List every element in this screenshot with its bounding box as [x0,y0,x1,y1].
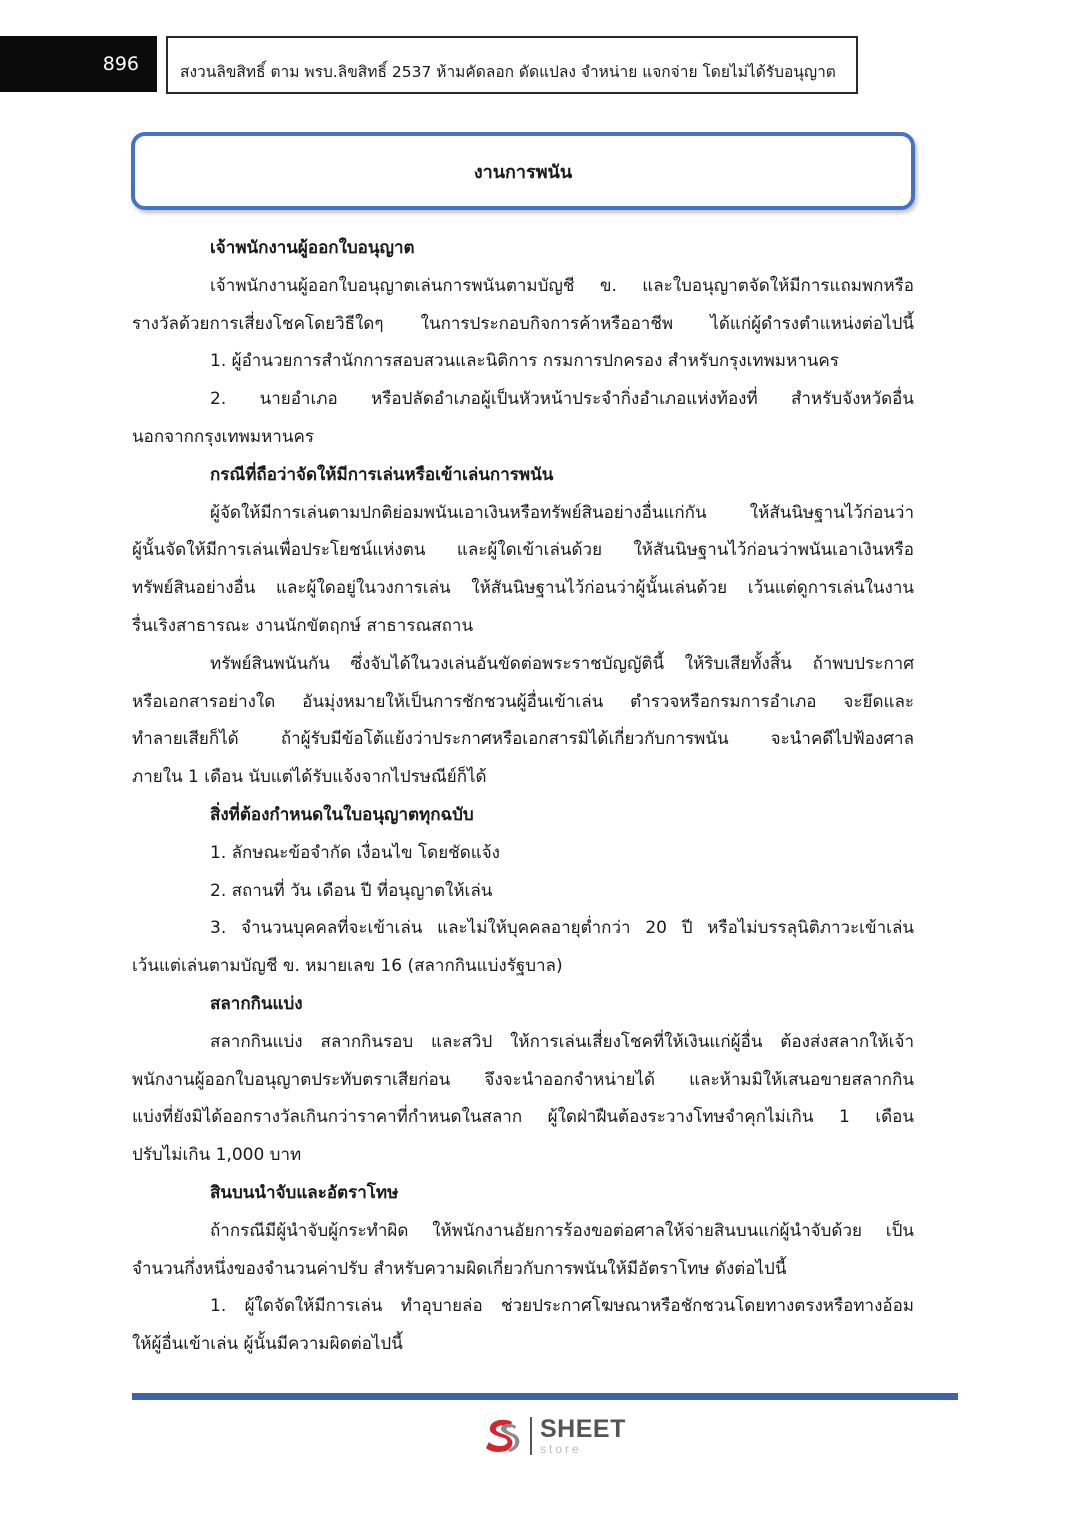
paragraph-line: แบ่งที่ยังมิได้ออกรางวัลเกินกว่าราคาที่กำหนดในสลาก ผู้ใดฝ่าฝืนต้องระวางโทษจำคุกไม่เกิน 1 เดือน [132,1107,914,1128]
paragraph-line: เจ้าพนักงานผู้ออกใบอนุญาตเล่นการพนันตามบัญชี ข. และใบอนุญาตจัดให้มีการแถมพกหรือ [210,275,914,296]
page-number: 896 [0,36,157,92]
section-heading: สินบนนำจับและอัตราโทษ [210,1182,399,1203]
paragraph-line: 3. จำนวนบุคคลที่จะเข้าเล่น และไม่ให้บุคคลอายุต่ำกว่า 20 ปี หรือไม่บรรลุนิติภาวะเข้าเล่น [210,918,914,939]
paragraph-line: ผู้นั้นจัดให้มีการเล่นเพื่อประโยชน์แห่งตน และผู้ใดเข้าเล่นด้วย ให้สันนิษฐานไว้ก่อนว่าพนันเอาเงินหรือ [132,540,914,561]
sheet-store-s-icon [480,1414,524,1458]
paragraph-line: ให้ผู้อื่นเข้าเล่น ผู้นั้นมีความผิดต่อไปนี้ [132,1334,403,1355]
paragraph-line: 1. ผู้อำนวยการสำนักการสอบสวนและนิติการ กรมการปกครอง สำหรับกรุงเทพมหานคร [210,351,839,372]
paragraph-line: 2. สถานที่ วัน เดือน ปี ที่อนุญาตให้เล่น [210,880,493,901]
paragraph-line: 2. นายอำเภอ หรือปลัดอำเภอผู้เป็นหัวหน้าประจำกิ่งอำเภอแห่งท้องที่ สำหรับจังหวัดอื่น [210,389,914,410]
paragraph-line: ภายใน 1 เดือน นับแต่ได้รับแจ้งจากไปรษณีย์ก็ได้ [132,767,487,788]
paragraph-line: ทรัพย์สินอย่างอื่น และผู้ใดอยู่ในวงการเล่น ให้สันนิษฐานไว้ก่อนว่าผู้นั้นเล่นด้วย เว้นแต่ดูการเล่นในงาน [132,578,914,599]
logo-subtitle: store [540,1442,582,1456]
paragraph-line: นอกจากกรุงเทพมหานคร [132,426,314,447]
section-heading: เจ้าพนักงานผู้ออกใบอนุญาต [210,238,415,258]
paragraph-line: ปรับไม่เกิน 1,000 บาท [132,1145,302,1166]
paragraph-line: ถ้ากรณีมีผู้นำจับผู้กระทำผิด ให้พนักงานอัยการร้องขอต่อศาลให้จ่ายสินบนแก่ผู้นำจับด้วย เป็น [210,1220,914,1241]
document-body [132,230,914,1364]
paragraph-line: เว้นแต่เล่นตามบัญชี ข. หมายเลข 16 (สลากกินแบ่งรัฐบาล) [132,956,563,977]
logo-separator [530,1417,532,1455]
paragraph-line: 1. ผู้ใดจัดให้มีการเล่น ทำอุบายล่อ ช่วยประกาศโฆษณาหรือชักชวนโดยทางตรงหรือทางอ้อม [210,1296,914,1317]
paragraph-line: รางวัลด้วยการเสี่ยงโชคโดยวิธีใดๆ ในการประกอบกิจการค้าหรืออาชีพ ได้แก่ผู้ดำรงตำแหน่งต่อไปนี้ [132,313,914,334]
section-heading: สลากกินแบ่ง [210,993,303,1014]
footer-divider [132,1393,958,1400]
copyright-notice: สงวนลิขสิทธิ์ ตาม พรบ.ลิขสิทธิ์ 2537 ห้ามคัดลอก ดัดแปลง จำหน่าย แจกจ่าย โดยไม่ได้รับอนุญาต [166,36,858,94]
sheet-store-logo [480,1412,630,1460]
paragraph-line: หรือเอกสารอย่างใด อันมุ่งหมายให้เป็นการชักชวนผู้อื่นเข้าเล่น ตำรวจหรือกรมการอำเภอ จะยึดและ [132,691,914,712]
paragraph-line: สลากกินแบ่ง สลากกินรอบ และสวิป ให้การเล่นเสี่ยงโชคที่ให้เงินแก่ผู้อื่น ต้องส่งสลากให้เจ้า [210,1031,914,1052]
paragraph-line: พนักงานผู้ออกใบอนุญาตประทับตราเสียก่อน จึงจะนำออกจำหน่ายได้ และห้ามมิให้เสนอขายสลากกิน [132,1069,914,1090]
logo-text [540,1417,626,1455]
section-heading: สิ่งที่ต้องกำหนดในใบอนุญาตทุกฉบับ [210,804,474,825]
paragraph-line: ทำลายเสียก็ได้ ถ้าผู้รับมีข้อโต้แย้งว่าประกาศหรือเอกสารมิได้เกี่ยวกับการพนัน จะนำคดีไปฟ้องศาล [132,729,914,750]
section-heading: กรณีที่ถือว่าจัดให้มีการเล่นหรือเข้าเล่นการพนัน [210,464,554,485]
paragraph-line: 1. ลักษณะข้อจำกัด เงื่อนไข โดยชัดแจ้ง [210,842,500,863]
paragraph-line: จำนวนกึ่งหนึ่งของจำนวนค่าปรับ สำหรับความผิดเกี่ยวกับการพนันให้มีอัตราโทษ ดังต่อไปนี้ [132,1258,787,1279]
section-title: งานการพนัน [131,132,915,210]
paragraph-line: รื่นเริงสาธารณะ งานนักขัตฤกษ์ สาธารณสถาน [132,615,474,636]
paragraph-line: ทรัพย์สินพนันกัน ซึ่งจับได้ในวงเล่นอันขัดต่อพระราชบัญญัตินี้ ให้ริบเสียทั้งสิ้น ถ้าพบประกาศ [210,653,914,674]
logo-word: SHEET [540,1415,626,1443]
paragraph-line: ผู้จัดให้มีการเล่นตามปกติย่อมพนันเอาเงินหรือทรัพย์สินอย่างอื่นแก่กัน ให้สันนิษฐานไว้ก่อนว่า [210,502,914,523]
